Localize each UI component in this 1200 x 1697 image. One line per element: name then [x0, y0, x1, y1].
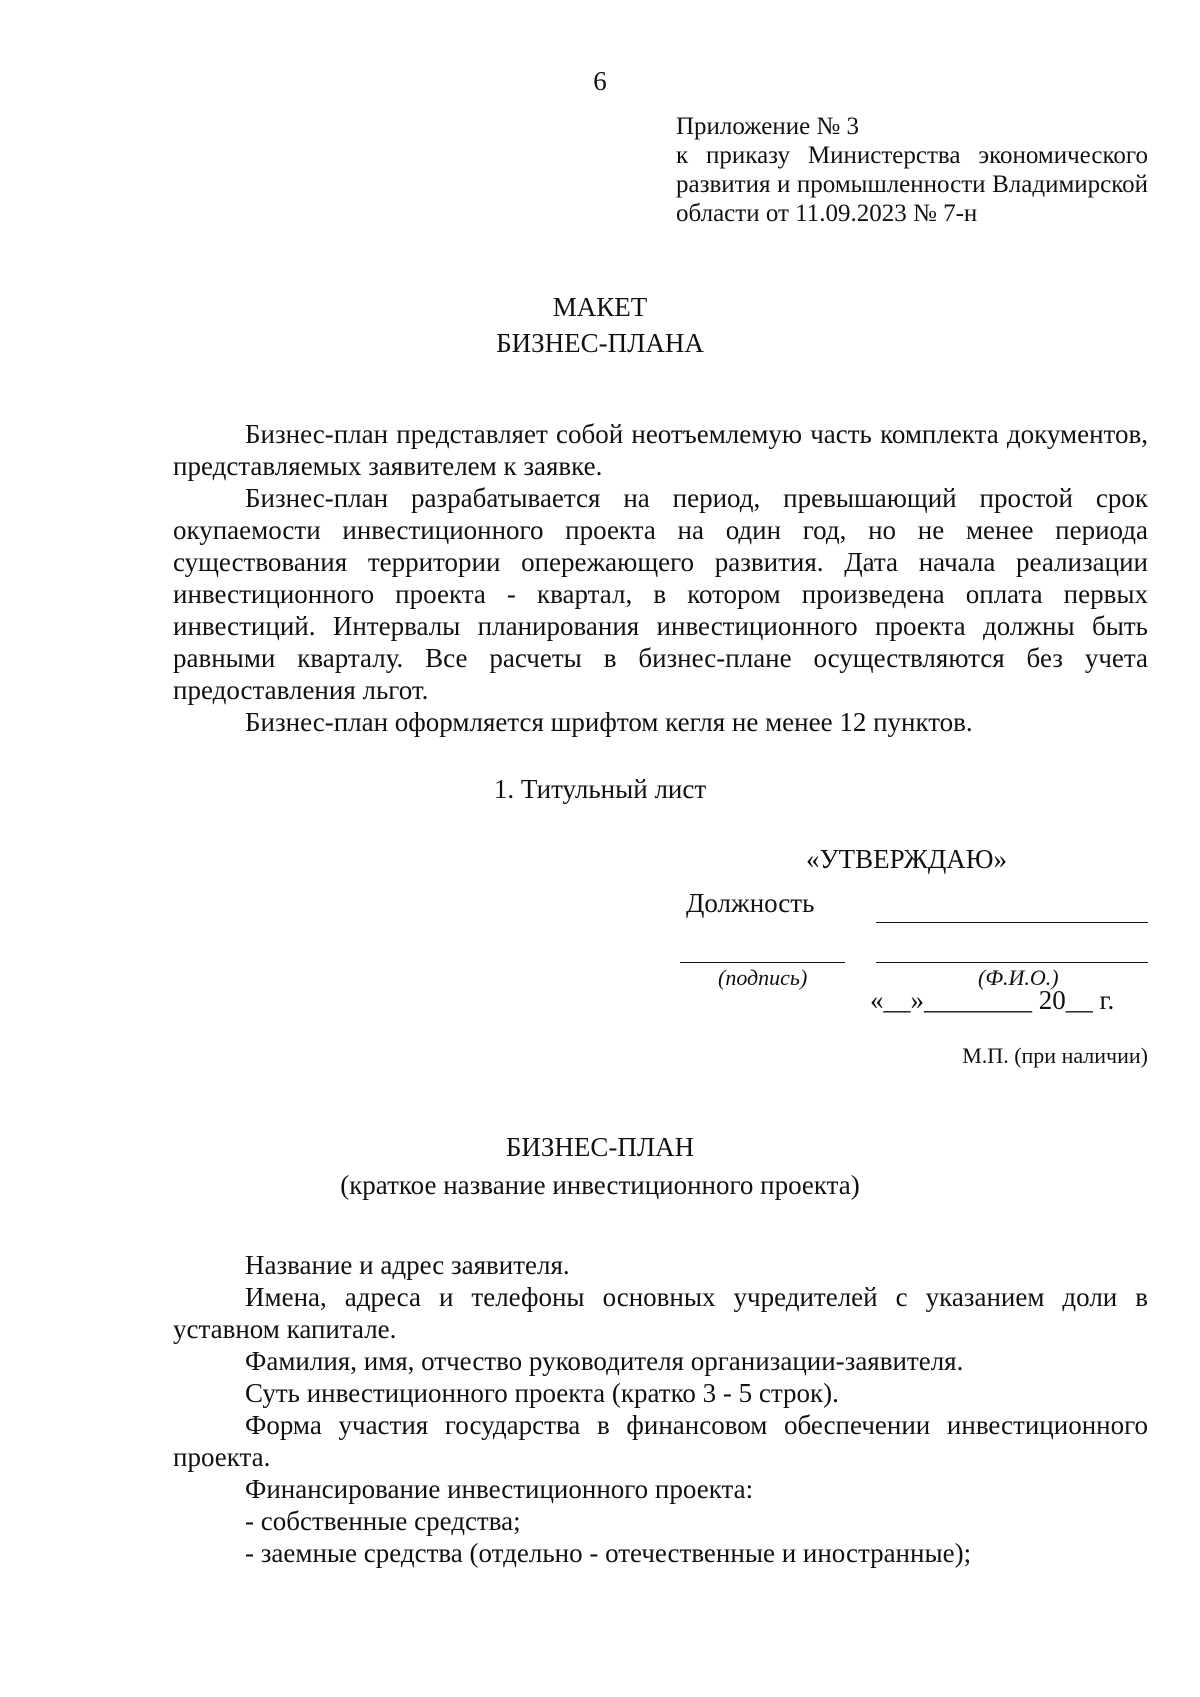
document-title: [0, 289, 1200, 361]
signature-caption: (подпись): [718, 965, 808, 990]
appendix-line-1: Приложение № 3: [676, 113, 860, 140]
intro-paragraph-3: Бизнес-план оформляется шрифтом кегля не менее 12 пунктов.: [245, 707, 973, 737]
seal-note: М.П. (при наличии): [962, 1043, 1148, 1068]
fio-line: [876, 962, 1148, 963]
intro-paragraph-1: Бизнес-план представляет собой неотъемлемую часть комплекта документов, представляемых заявителем к заявке.: [173, 419, 1148, 481]
title-line-1: МАКЕТ: [552, 292, 648, 322]
position-label: Должность: [686, 888, 815, 918]
page-number: 6: [593, 66, 607, 96]
title-page-item: Имена, адреса и телефоны основных учредителей с указанием доли в уставном капитале.: [173, 1282, 1148, 1344]
title-page-item: - собственные средства;: [245, 1506, 521, 1536]
appendix-line-4: области от 11.09.2023 № 7-н: [676, 200, 978, 227]
appendix-reference: [676, 112, 1148, 228]
title-page-items: [173, 1249, 1148, 1569]
appendix-line-2: к приказу Министерства экономического: [676, 142, 1148, 169]
intro-section: [173, 418, 1148, 738]
title-page-item: Финансирование инвестиционного проекта:: [245, 1474, 754, 1504]
title-page-item: Название и адрес заявителя.: [245, 1250, 570, 1280]
business-plan-title: БИЗНЕС-ПЛАН: [505, 1132, 695, 1162]
title-page-item: Форма участия государства в финансовом обеспечении инвестиционного проекта.: [173, 1410, 1148, 1472]
title-page-item: Суть инвестиционного проекта (кратко 3 - 5 строк).: [245, 1378, 839, 1408]
position-field-line: [876, 922, 1148, 923]
title-page-item: - заемные средства (отдельно - отечественные и иностранные);: [245, 1538, 972, 1568]
intro-paragraph-2: Бизнес-план разрабатывается на период, превышающий простой срок окупаемости инвестиционного проекта на один год, но не менее периода существования территории опережающего развития. Дата начала реализации инвестиционного проекта - квартал, в котором произведена оплата первых инвестиций. Интервалы планирования инвестиционного проекта должны быть равными кварталу. Все расчеты в бизнес-плане осуществляются без учета предоставления льгот.: [173, 483, 1148, 705]
approve-label: «УТВЕРЖДАЮ»: [806, 844, 1008, 874]
section-heading-title-page: 1. Титульный лист: [493, 774, 707, 804]
signature-line: [680, 962, 845, 963]
title-page-item: Фамилия, имя, отчество руководителя организации-заявителя.: [245, 1346, 964, 1376]
approval-date: «__»________ 20__ г.: [870, 985, 1115, 1015]
title-line-2: БИЗНЕС-ПЛАНА: [496, 328, 704, 358]
fio-caption: (Ф.И.О.): [978, 965, 1059, 990]
business-plan-subtitle: (краткое название инвестиционного проекта): [340, 1170, 860, 1200]
appendix-line-3: развития и промышленности Владимирской: [676, 171, 1148, 198]
business-plan-title-block: [0, 1128, 1200, 1204]
